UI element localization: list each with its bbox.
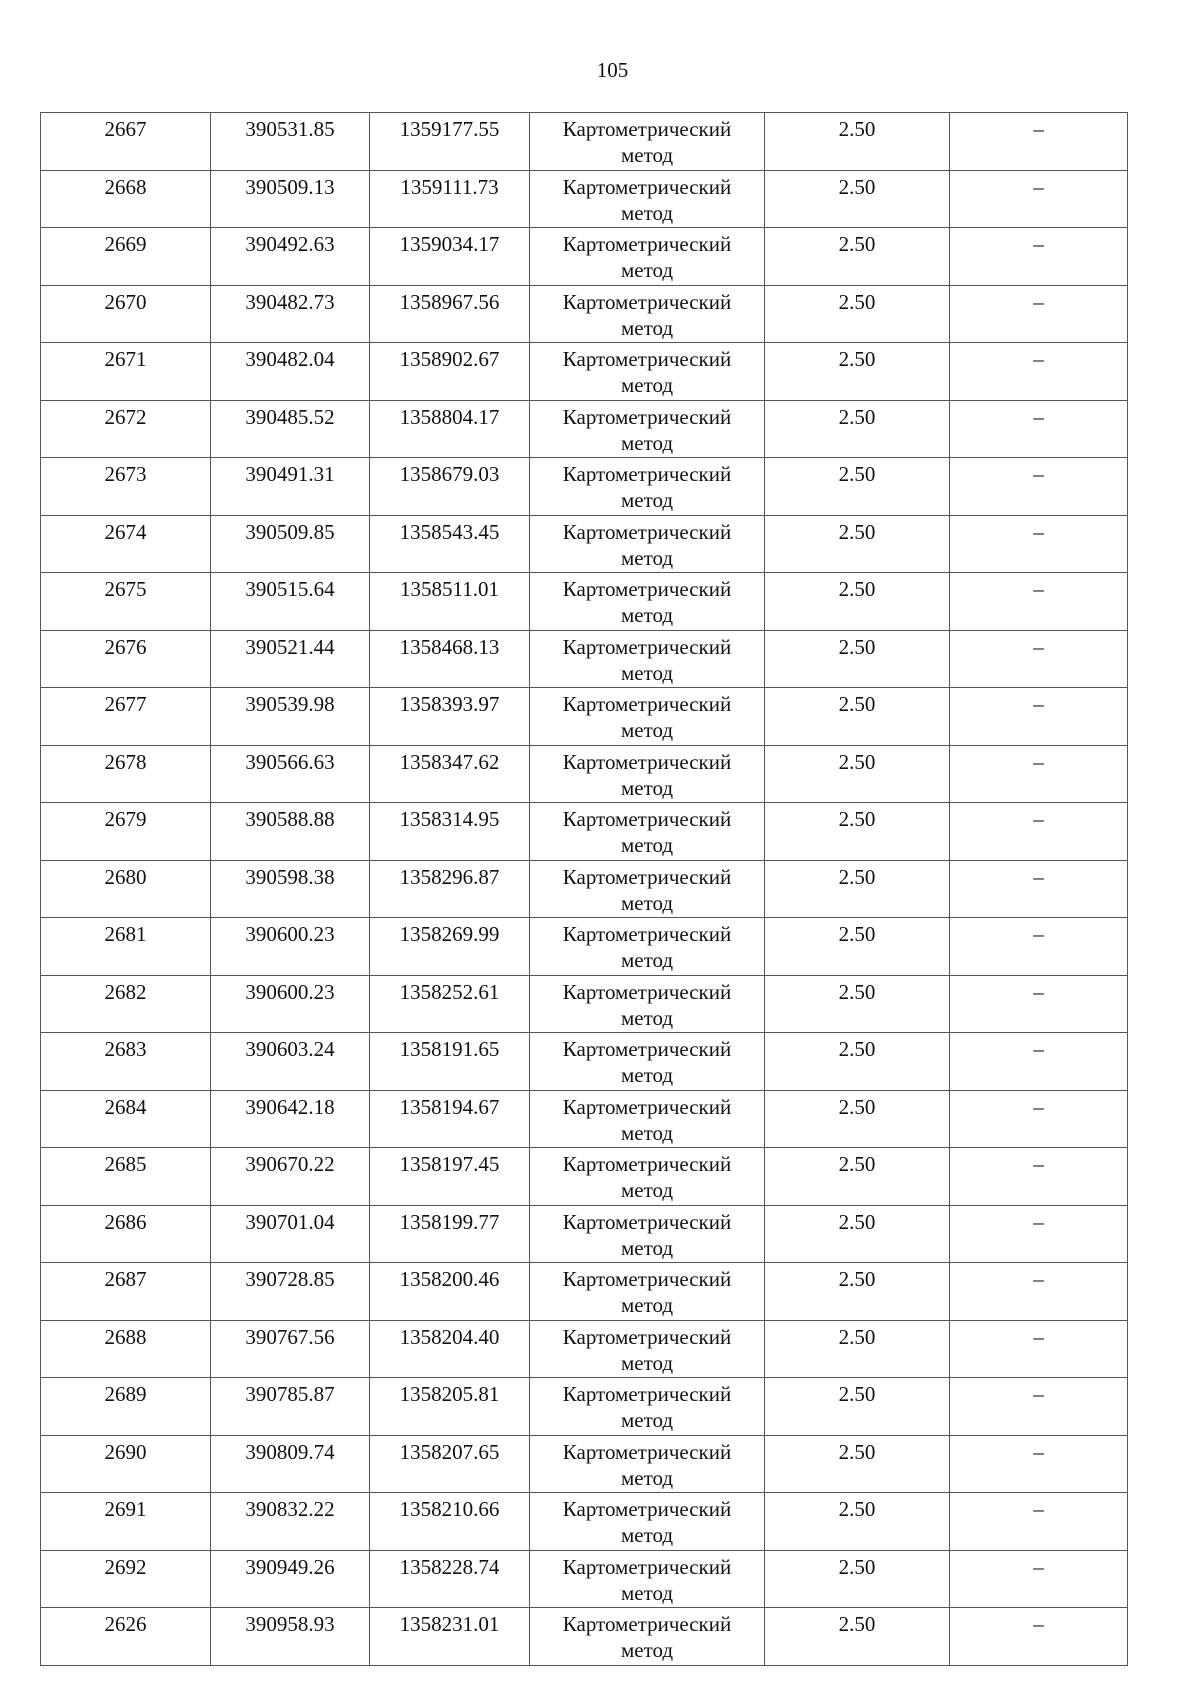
point-number-cell: 2668 — [41, 170, 211, 228]
y-coordinate-cell: 1358228.74 — [370, 1550, 530, 1608]
x-coordinate-cell: 390701.04 — [211, 1205, 370, 1263]
table-row — [41, 1205, 1128, 1263]
point-number-cell: 2683 — [41, 1033, 211, 1091]
method-line-1: Картометрический — [562, 1267, 732, 1291]
method-line-2: метод — [620, 1350, 674, 1375]
note-cell: – — [950, 1493, 1128, 1551]
y-coordinate-cell: 1358679.03 — [370, 458, 530, 516]
method-cell — [530, 458, 765, 516]
point-number-cell: 2681 — [41, 918, 211, 976]
accuracy-cell: 2.50 — [765, 1090, 950, 1148]
note-cell: – — [950, 745, 1128, 803]
method-line-1: Картометрический — [562, 1152, 732, 1176]
x-coordinate-cell: 390482.73 — [211, 285, 370, 343]
method-line-1: Картометрический — [562, 174, 732, 199]
method-cell — [530, 630, 765, 688]
method-line-1: Картометрический — [562, 1612, 732, 1636]
y-coordinate-cell: 1359034.17 — [370, 228, 530, 286]
point-number-cell: 2626 — [41, 1608, 211, 1666]
x-coordinate-cell: 390598.38 — [211, 860, 370, 918]
table-row — [41, 285, 1128, 343]
method-line-2: метод — [620, 660, 674, 685]
method-cell — [530, 1148, 765, 1206]
method-cell — [530, 688, 765, 746]
note-cell: – — [950, 285, 1128, 343]
x-coordinate-cell: 390566.63 — [211, 745, 370, 803]
note-cell: – — [950, 1550, 1128, 1608]
x-coordinate-cell: 390509.85 — [211, 515, 370, 573]
table-row — [41, 1608, 1128, 1666]
method-line-2: метод — [620, 833, 674, 857]
method-line-2: метод — [620, 373, 674, 397]
y-coordinate-cell: 1358902.67 — [370, 343, 530, 401]
accuracy-cell: 2.50 — [765, 573, 950, 631]
table-row — [41, 1550, 1128, 1608]
method-line-2: метод — [620, 1178, 674, 1202]
x-coordinate-cell: 390515.64 — [211, 573, 370, 631]
method-cell — [530, 1378, 765, 1436]
method-line-2: метод — [620, 545, 674, 570]
method-line-2: метод — [620, 200, 674, 225]
point-number-cell: 2675 — [41, 573, 211, 631]
accuracy-cell: 2.50 — [765, 1493, 950, 1551]
point-number-cell: 2692 — [41, 1550, 211, 1608]
table-row — [41, 1435, 1128, 1493]
method-line-2: метод — [620, 718, 674, 742]
point-number-cell: 2685 — [41, 1148, 211, 1206]
method-line-1: Картометрический — [562, 232, 732, 256]
table-row — [41, 975, 1128, 1033]
accuracy-cell: 2.50 — [765, 1033, 950, 1091]
note-cell: – — [950, 975, 1128, 1033]
method-line-2: метод — [620, 488, 674, 512]
y-coordinate-cell: 1358207.65 — [370, 1435, 530, 1493]
method-line-2: метод — [620, 1063, 674, 1087]
note-cell: – — [950, 1090, 1128, 1148]
table-row — [41, 1320, 1128, 1378]
accuracy-cell: 2.50 — [765, 343, 950, 401]
note-cell: – — [950, 170, 1128, 228]
note-cell: – — [950, 400, 1128, 458]
accuracy-cell: 2.50 — [765, 1320, 950, 1378]
y-coordinate-cell: 1358231.01 — [370, 1608, 530, 1666]
x-coordinate-cell: 390485.52 — [211, 400, 370, 458]
table-row — [41, 458, 1128, 516]
accuracy-cell: 2.50 — [765, 918, 950, 976]
method-line-1: Картометрический — [562, 979, 732, 1004]
method-line-1: Картометрический — [562, 1554, 732, 1579]
method-line-1: Картометрический — [562, 1037, 732, 1061]
table-row — [41, 1148, 1128, 1206]
method-cell — [530, 1493, 765, 1551]
method-line-1: Картометрический — [562, 692, 732, 716]
point-number-cell: 2677 — [41, 688, 211, 746]
note-cell: – — [950, 860, 1128, 918]
method-cell — [530, 1263, 765, 1321]
method-line-1: Картометрический — [562, 1209, 732, 1234]
point-number-cell: 2669 — [41, 228, 211, 286]
x-coordinate-cell: 390949.26 — [211, 1550, 370, 1608]
y-coordinate-cell: 1358252.61 — [370, 975, 530, 1033]
point-number-cell: 2671 — [41, 343, 211, 401]
x-coordinate-cell: 390958.93 — [211, 1608, 370, 1666]
method-cell — [530, 285, 765, 343]
table-row — [41, 113, 1128, 171]
y-coordinate-cell: 1358543.45 — [370, 515, 530, 573]
note-cell: – — [950, 630, 1128, 688]
method-line-1: Картометрический — [562, 1324, 732, 1349]
method-line-2: метод — [620, 430, 674, 455]
method-cell — [530, 803, 765, 861]
method-line-2: метод — [620, 258, 674, 282]
accuracy-cell: 2.50 — [765, 285, 950, 343]
accuracy-cell: 2.50 — [765, 400, 950, 458]
method-line-1: Картометрический — [562, 922, 732, 946]
accuracy-cell: 2.50 — [765, 228, 950, 286]
method-cell — [530, 1550, 765, 1608]
note-cell: – — [950, 1378, 1128, 1436]
table-row — [41, 918, 1128, 976]
method-cell — [530, 1320, 765, 1378]
x-coordinate-cell: 390642.18 — [211, 1090, 370, 1148]
note-cell: – — [950, 688, 1128, 746]
point-number-cell: 2686 — [41, 1205, 211, 1263]
point-number-cell: 2667 — [41, 113, 211, 171]
table-row — [41, 745, 1128, 803]
point-number-cell: 2684 — [41, 1090, 211, 1148]
accuracy-cell: 2.50 — [765, 688, 950, 746]
point-number-cell: 2670 — [41, 285, 211, 343]
point-number-cell: 2676 — [41, 630, 211, 688]
y-coordinate-cell: 1358511.01 — [370, 573, 530, 631]
table-row — [41, 688, 1128, 746]
method-cell — [530, 515, 765, 573]
note-cell: – — [950, 343, 1128, 401]
method-line-2: метод — [620, 1293, 674, 1317]
note-cell: – — [950, 573, 1128, 631]
method-line-1: Картометрический — [562, 1094, 732, 1119]
table-row — [41, 400, 1128, 458]
x-coordinate-cell: 390809.74 — [211, 1435, 370, 1493]
point-number-cell: 2680 — [41, 860, 211, 918]
x-coordinate-cell: 390521.44 — [211, 630, 370, 688]
table-row — [41, 228, 1128, 286]
method-line-1: Картометрический — [562, 462, 732, 486]
method-line-2: метод — [620, 1580, 674, 1605]
table-row — [41, 1263, 1128, 1321]
method-cell — [530, 918, 765, 976]
y-coordinate-cell: 1358199.77 — [370, 1205, 530, 1263]
table-row — [41, 515, 1128, 573]
method-line-1: Картометрический — [562, 289, 732, 314]
y-coordinate-cell: 1358200.46 — [370, 1263, 530, 1321]
method-line-2: метод — [620, 603, 674, 627]
x-coordinate-cell: 390491.31 — [211, 458, 370, 516]
method-cell — [530, 228, 765, 286]
table-row — [41, 803, 1128, 861]
y-coordinate-cell: 1358393.97 — [370, 688, 530, 746]
method-line-2: метод — [620, 890, 674, 915]
note-cell: – — [950, 458, 1128, 516]
method-line-1: Картометрический — [562, 807, 732, 831]
x-coordinate-cell: 390728.85 — [211, 1263, 370, 1321]
y-coordinate-cell: 1359111.73 — [370, 170, 530, 228]
method-line-2: метод — [620, 1523, 674, 1547]
table-row — [41, 1090, 1128, 1148]
method-line-1: Картометрический — [562, 117, 732, 141]
point-number-cell: 2688 — [41, 1320, 211, 1378]
note-cell: – — [950, 803, 1128, 861]
accuracy-cell: 2.50 — [765, 1378, 950, 1436]
table-row — [41, 1493, 1128, 1551]
table-row — [41, 343, 1128, 401]
x-coordinate-cell: 390767.56 — [211, 1320, 370, 1378]
method-line-1: Картометрический — [562, 519, 732, 544]
point-number-cell: 2690 — [41, 1435, 211, 1493]
method-line-2: метод — [620, 1638, 674, 1662]
accuracy-cell: 2.50 — [765, 630, 950, 688]
accuracy-cell: 2.50 — [765, 1148, 950, 1206]
page-number: 105 — [596, 58, 629, 82]
method-line-1: Картометрический — [562, 749, 732, 774]
note-cell: – — [950, 113, 1128, 171]
y-coordinate-cell: 1358296.87 — [370, 860, 530, 918]
point-number-cell: 2673 — [41, 458, 211, 516]
point-number-cell: 2674 — [41, 515, 211, 573]
note-cell: – — [950, 1205, 1128, 1263]
table-row — [41, 630, 1128, 688]
accuracy-cell: 2.50 — [765, 1205, 950, 1263]
method-cell — [530, 1435, 765, 1493]
method-line-1: Картометрический — [562, 864, 732, 889]
x-coordinate-cell: 390603.24 — [211, 1033, 370, 1091]
note-cell: – — [950, 1148, 1128, 1206]
accuracy-cell: 2.50 — [765, 1263, 950, 1321]
point-number-cell: 2672 — [41, 400, 211, 458]
note-cell: – — [950, 1263, 1128, 1321]
x-coordinate-cell: 390539.98 — [211, 688, 370, 746]
method-line-1: Картометрический — [562, 404, 732, 429]
y-coordinate-cell: 1358205.81 — [370, 1378, 530, 1436]
table-row — [41, 170, 1128, 228]
method-line-1: Картометрический — [562, 1382, 732, 1406]
note-cell: – — [950, 1033, 1128, 1091]
method-line-2: метод — [620, 948, 674, 972]
accuracy-cell: 2.50 — [765, 745, 950, 803]
accuracy-cell: 2.50 — [765, 1608, 950, 1666]
method-line-2: метод — [620, 315, 674, 340]
method-line-2: метод — [620, 143, 674, 167]
method-line-2: метод — [620, 1005, 674, 1030]
note-cell: – — [950, 515, 1128, 573]
x-coordinate-cell: 390531.85 — [211, 113, 370, 171]
x-coordinate-cell: 390482.04 — [211, 343, 370, 401]
table-row — [41, 860, 1128, 918]
y-coordinate-cell: 1358194.67 — [370, 1090, 530, 1148]
x-coordinate-cell: 390670.22 — [211, 1148, 370, 1206]
method-line-2: метод — [620, 1120, 674, 1145]
y-coordinate-cell: 1358191.65 — [370, 1033, 530, 1091]
method-cell — [530, 1608, 765, 1666]
method-cell — [530, 113, 765, 171]
method-line-1: Картометрический — [562, 577, 732, 601]
method-cell — [530, 343, 765, 401]
x-coordinate-cell: 390492.63 — [211, 228, 370, 286]
x-coordinate-cell: 390832.22 — [211, 1493, 370, 1551]
method-cell — [530, 975, 765, 1033]
x-coordinate-cell: 390785.87 — [211, 1378, 370, 1436]
y-coordinate-cell: 1358204.40 — [370, 1320, 530, 1378]
method-cell — [530, 745, 765, 803]
note-cell: – — [950, 1320, 1128, 1378]
point-number-cell: 2691 — [41, 1493, 211, 1551]
table-row — [41, 1033, 1128, 1091]
method-line-2: метод — [620, 775, 674, 800]
point-number-cell: 2679 — [41, 803, 211, 861]
method-line-2: метод — [620, 1465, 674, 1490]
accuracy-cell: 2.50 — [765, 803, 950, 861]
point-number-cell: 2689 — [41, 1378, 211, 1436]
accuracy-cell: 2.50 — [765, 113, 950, 171]
accuracy-cell: 2.50 — [765, 1550, 950, 1608]
y-coordinate-cell: 1358804.17 — [370, 400, 530, 458]
y-coordinate-cell: 1358967.56 — [370, 285, 530, 343]
method-cell — [530, 1033, 765, 1091]
method-line-1: Картометрический — [562, 1497, 732, 1521]
point-number-cell: 2678 — [41, 745, 211, 803]
method-line-1: Картометрический — [562, 634, 732, 659]
method-cell — [530, 1205, 765, 1263]
accuracy-cell: 2.50 — [765, 860, 950, 918]
y-coordinate-cell: 1358197.45 — [370, 1148, 530, 1206]
method-line-2: метод — [620, 1408, 674, 1432]
x-coordinate-cell: 390600.23 — [211, 918, 370, 976]
method-cell — [530, 1090, 765, 1148]
table-row — [41, 1378, 1128, 1436]
point-number-cell: 2682 — [41, 975, 211, 1033]
note-cell: – — [950, 1435, 1128, 1493]
accuracy-cell: 2.50 — [765, 515, 950, 573]
note-cell: – — [950, 228, 1128, 286]
accuracy-cell: 2.50 — [765, 1435, 950, 1493]
x-coordinate-cell: 390509.13 — [211, 170, 370, 228]
accuracy-cell: 2.50 — [765, 458, 950, 516]
method-line-2: метод — [620, 1235, 674, 1260]
accuracy-cell: 2.50 — [765, 170, 950, 228]
x-coordinate-cell: 390600.23 — [211, 975, 370, 1033]
coordinates-table-body — [41, 113, 1128, 1666]
coordinates-table — [40, 112, 1128, 1666]
y-coordinate-cell: 1358468.13 — [370, 630, 530, 688]
method-cell — [530, 400, 765, 458]
y-coordinate-cell: 1358347.62 — [370, 745, 530, 803]
note-cell: – — [950, 1608, 1128, 1666]
y-coordinate-cell: 1358269.99 — [370, 918, 530, 976]
y-coordinate-cell: 1358314.95 — [370, 803, 530, 861]
accuracy-cell: 2.50 — [765, 975, 950, 1033]
table-row — [41, 573, 1128, 631]
method-cell — [530, 170, 765, 228]
method-cell — [530, 860, 765, 918]
note-cell: – — [950, 918, 1128, 976]
y-coordinate-cell: 1358210.66 — [370, 1493, 530, 1551]
x-coordinate-cell: 390588.88 — [211, 803, 370, 861]
y-coordinate-cell: 1359177.55 — [370, 113, 530, 171]
method-line-1: Картометрический — [562, 1439, 732, 1464]
method-cell — [530, 573, 765, 631]
method-line-1: Картометрический — [562, 347, 732, 371]
point-number-cell: 2687 — [41, 1263, 211, 1321]
